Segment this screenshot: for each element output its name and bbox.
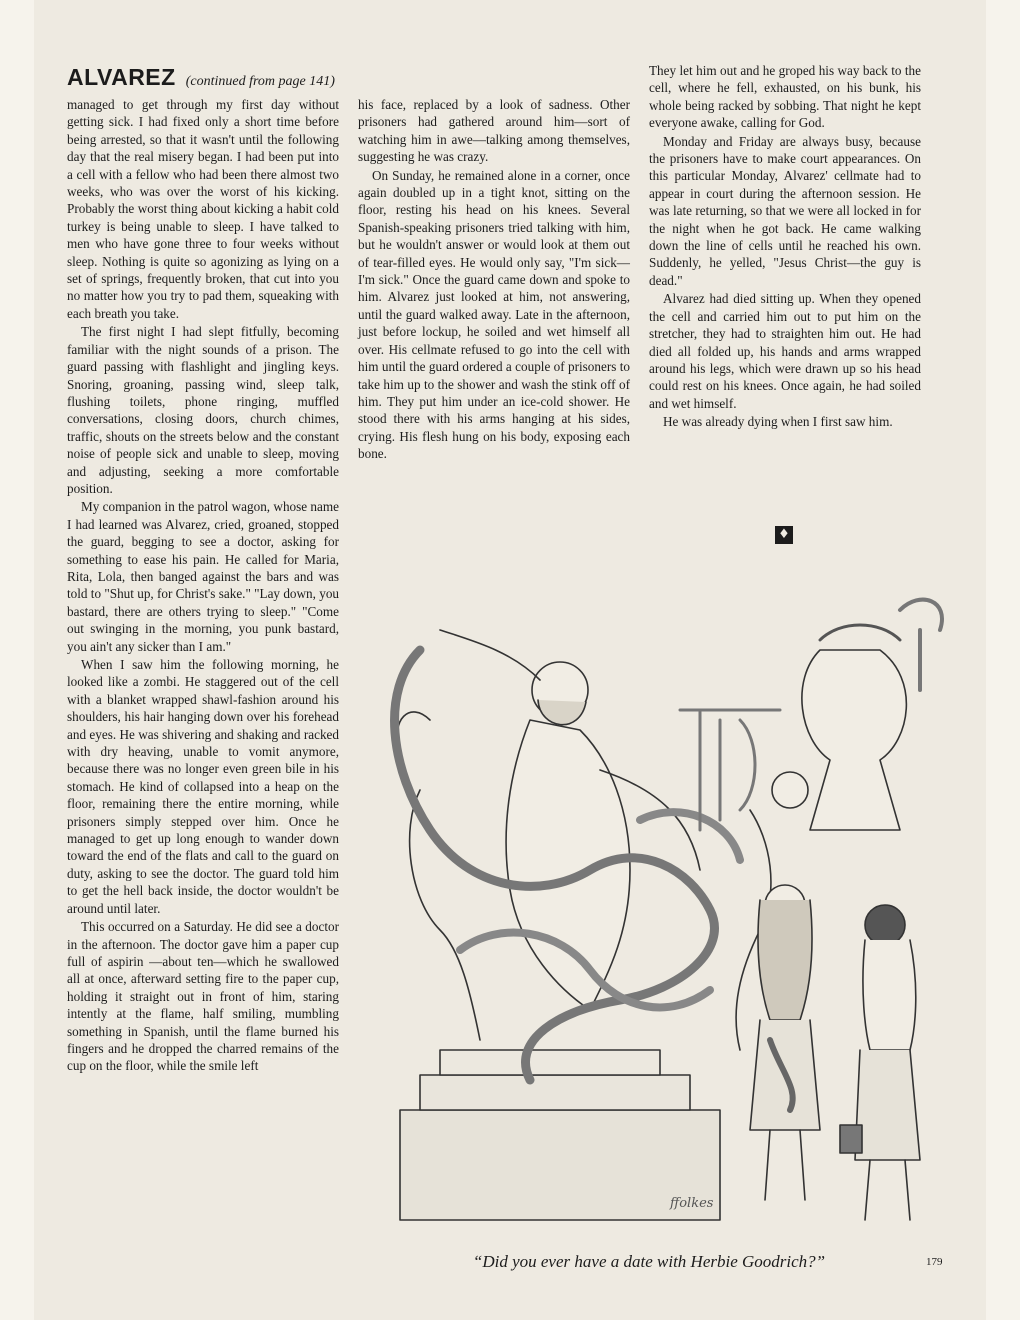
magazine-page [34, 0, 986, 1320]
continued-note: (continued from page 141) [185, 74, 335, 89]
paragraph: his face, replaced by a look of sadness. Other prisoners had gathered around him—sort of watching him in awe—talking among themselves, suggesting he was crazy. [358, 97, 630, 165]
page-number: 179 [926, 1256, 943, 1268]
article-title: ALVAREZ [67, 64, 176, 90]
text-column-1 [67, 96, 339, 1076]
article-header [67, 64, 397, 91]
paragraph: The first night I had slept fitfully, becoming familiar with the night sounds of a prison. The guard passing with flashlight and jingling keys. Snoring, groaning, passing wind, sleep talk, flushing toilets, phone ringing, muffled conversations, closing doors, church chimes, traffic, shouts on the streets below and the constant noise of people sick and unable to sleep, moving and adjusting, seeking a more comfortable position. [67, 324, 339, 496]
cartoon-illustration [360, 570, 960, 1240]
paragraph: Alvarez had died sitting up. When they opened the cell and carried him out to put him on the stretcher, they had to straighten him out. He had died all folded up, his hands and arms wrapped around his legs, which were drawn up so his head could rest on his knees. Once again, he had soiled and wet himself. [649, 291, 921, 411]
paragraph: My companion in the patrol wagon, whose name I had learned was Alvarez, cried, groaned, stopped the guard, begging to see a doctor, asking for something to ease his pain. He called for Maria, Rita, Lola, then banged against the bars and was told to "Shut up, for Christ's sake." "Lay down, you bastard, there are others trying to sleep." "Come out swinging in the morning, you punk bastard, you ain't any sicker than I am." [67, 499, 340, 654]
text-column-3 [649, 62, 921, 432]
paragraph: On Sunday, he remained alone in a corner, once again doubled up in a tight knot, sitting on the floor, resting his head on his knees. Several Spanish-speaking prisoners tried talking with him, but he wouldn't answer or would look at them out of tear-filled eyes. He would only say, "I'm sick—I'm sick." Once the guard came down and spoke to him. Alvarez just looked at him, not answering, until the guard walked away. Late in the afternoon, just before lockup, he soiled and wet himself all over. His cellmate refused to go into the cell with him until the guard ordered a couple of prisoners to take him up to the shower and wash the stink off of him. They put him under an ice-cold shower. He stood there with his arms hanging at his sides, crying. His flesh hung on his body, exposing each bone. [358, 167, 630, 462]
paragraph: Monday and Friday are always busy, because the prisoners have to make court appearances. On this particular Monday, Alvarez' cellmate had to appear in court during the afternoon session. He was late returning, so that we were all locked in for the night when he got back. He came walking down the line of cells until he reached his own. Suddenly, he yelled, "Jesus Christ—the guy is dead." [649, 133, 921, 288]
artist-signature: ffolkes [670, 1196, 714, 1211]
paragraph: When I saw him the following morning, he looked like a zombi. He staggered out of the cell with a blanket wrapped shawl-fashion around his shoulders, his hair hanging down over his forehead and eyes. He was shivering and shaking and racked with dry heaving, unable to vomit anymore, because there was no longer even green bile in his stomach. He kind of collapsed into a heap on the floor, remaining there the entire morning, while prisoners simply stepped over him. Once he managed to get up long enough to wander down toward the end of the flats and call to the guard on duty, asking to see the doctor. The guard told him to get the hell back inside, the doctor wouldn't be around until later. [67, 657, 339, 916]
paragraph: He was already dying when I first saw him. [663, 414, 893, 430]
paragraph: managed to get through my first day without getting sick. I had fixed only a short time before being arrested, so that it wasn't until the following day that the real misery began. I had been put into a cell with a fellow who had been there almost two weeks, who was over the worst of his kicking. Probably the worst thing about kicking a habit cold turkey is being unable to sleep. I have talked to men who have gone three to four weeks without sleep. Nothing is quite so agonizing as lying on a set of springs, frequently broken, that cut into you no matter how you try to pad them, squeaking with each breath you take. [67, 97, 339, 321]
cartoon-caption: “Did you ever have a date with Herbie Goodrich?” [472, 1252, 826, 1271]
paragraph: They let him out and he groped his way back to the cell, where he fell, exhausted, on his bunk, his whole being racked by sobbing. That night he kept everyone awake, calling for God. [649, 63, 921, 131]
paragraph: This occurred on a Saturday. He did see a doctor in the afternoon. The doctor gave him a paper cup full of aspirin —about ten—which he swallowed all at once, afterward setting fire to the paper cup, holding it straight out in front of him, staring intently at the flame, half smiling, mumbling something in Spanish, until the flame burned his fingers and he dropped the charred remains of the cup on the floor, while the smile left [67, 919, 339, 1074]
rabbit-logo-icon: ♦ [775, 526, 793, 544]
text-column-2 [358, 96, 630, 464]
